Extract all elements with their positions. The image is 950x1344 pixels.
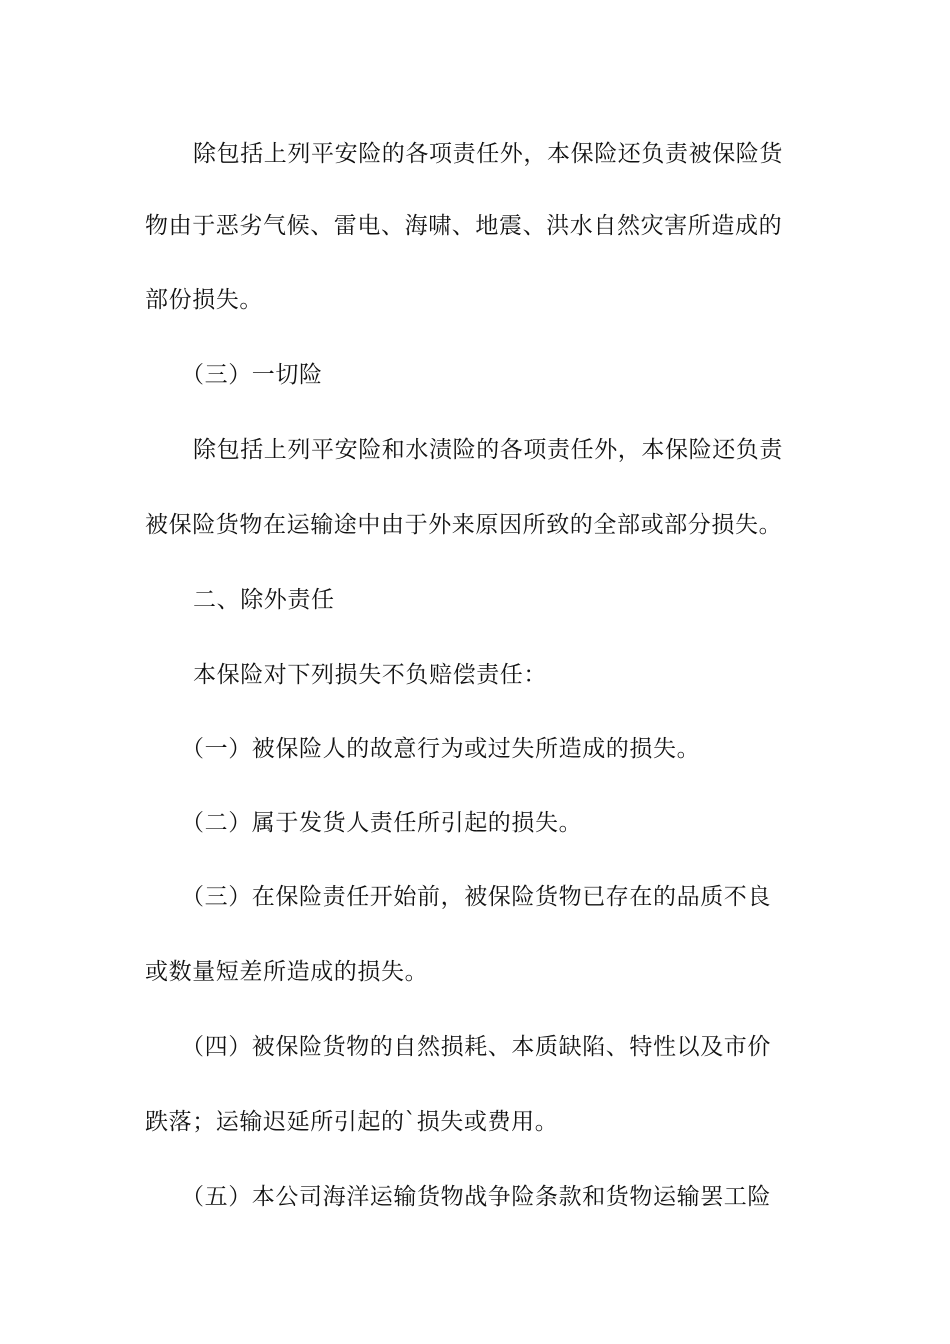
section-heading: 二、除外责任: [193, 587, 335, 613]
list-item: （五）本公司海洋运输货物战争险条款和货物运输罢工险: [181, 1184, 771, 1210]
paragraph-line: 物由于恶劣气候、雷电、海啸、地震、洪水自然灾害所造成的: [145, 213, 783, 239]
paragraph-line: 除包括上列平安险的各项责任外，本保险还负责被保险货: [193, 141, 783, 167]
paragraph-line: 被保险货物在运输途中由于外来原因所致的全部或部分损失。: [145, 512, 783, 538]
list-item: （二）属于发货人责任所引起的损失。: [181, 810, 583, 836]
paragraph-line: 或数量短差所造成的损失。: [145, 959, 429, 985]
list-item: （一）被保险人的故意行为或过失所造成的损失。: [181, 736, 701, 762]
list-item: （四）被保险货物的自然损耗、本质缺陷、特性以及市价: [181, 1034, 771, 1060]
paragraph-line: 跌落；运输迟延所引起的`损失或费用。: [145, 1109, 559, 1135]
paragraph-line: 本保险对下列损失不负赔偿责任：: [193, 662, 547, 688]
section-heading: （三）一切险: [181, 362, 323, 388]
paragraph-line: 除包括上列平安险和水渍险的各项责任外，本保险还负责: [193, 437, 783, 463]
list-item: （三）在保险责任开始前，被保险货物已存在的品质不良: [181, 884, 771, 910]
paragraph-line: 部份损失。: [145, 287, 263, 313]
